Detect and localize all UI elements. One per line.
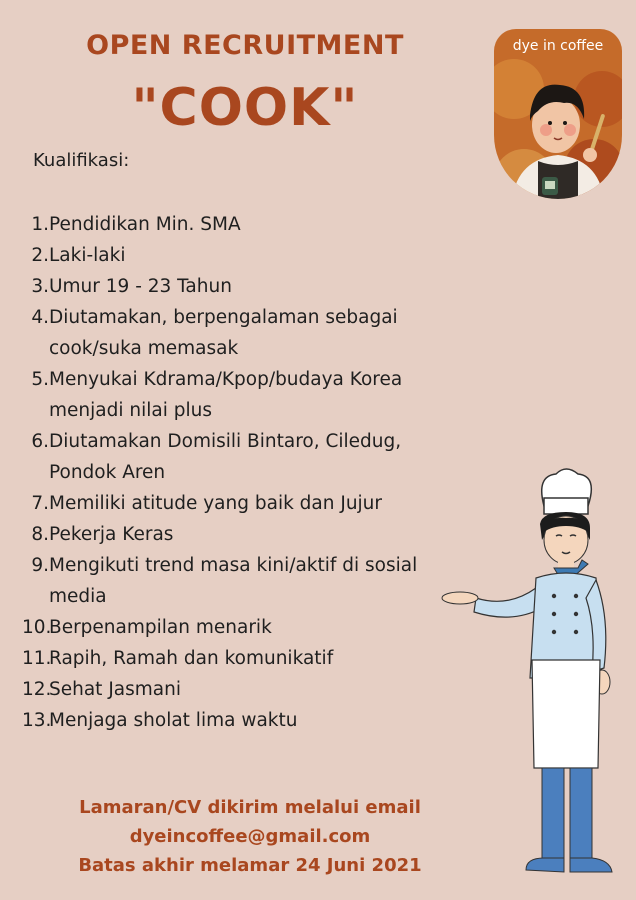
brand-logo: [494, 29, 622, 199]
application-instruction: Lamaran/CV dikirim melalui email: [79, 797, 421, 818]
application-deadline: Batas akhir melamar 24 Juni 2021: [78, 855, 422, 876]
item-number: 13.: [22, 710, 52, 731]
contact-email: dyeincoffee@gmail.com: [129, 826, 371, 847]
item-text: Diutamakan, berpengalaman sebagai cook/suka memasak: [49, 307, 398, 359]
list-item: [22, 209, 472, 240]
item-text: Pendidikan Min. SMA: [49, 214, 241, 235]
item-number: 3.: [31, 276, 49, 297]
application-info: [0, 793, 500, 880]
item-text: Sehat Jasmani: [49, 679, 181, 700]
item-number: 2.: [31, 245, 49, 266]
item-number: 10.: [22, 617, 52, 638]
list-item: [22, 612, 472, 643]
item-text: Menjaga sholat lima waktu: [49, 710, 298, 731]
list-item: [22, 364, 472, 426]
item-text: Laki-laki: [49, 245, 126, 266]
item-text: Umur 19 - 23 Tahun: [49, 276, 232, 297]
barista-illustration-icon: [494, 29, 622, 199]
item-number: 12.: [22, 679, 52, 700]
logo-text: dye in coffee: [512, 38, 604, 54]
qualifications-list: [22, 209, 472, 736]
qualifications-heading: Kualifikasi:: [33, 150, 130, 171]
list-item: [22, 519, 472, 550]
list-item: [22, 674, 472, 705]
item-text: Memiliki atitude yang baik dan Jujur: [49, 493, 383, 514]
item-number: 4.: [31, 307, 49, 328]
item-text: Rapih, Ramah dan komunikatif: [49, 648, 334, 669]
list-item: [22, 550, 472, 612]
list-item: [22, 643, 472, 674]
item-number: 6.: [31, 431, 49, 452]
item-number: 1.: [31, 214, 49, 235]
position-title: "COOK": [131, 78, 359, 138]
item-number: 8.: [31, 524, 49, 545]
list-item: [22, 488, 472, 519]
item-number: 7.: [31, 493, 49, 514]
item-text: Pekerja Keras: [49, 524, 174, 545]
item-text: Menyukai Kdrama/Kpop/budaya Korea menjadi nilai plus: [49, 369, 403, 421]
item-text: Berpenampilan menarik: [49, 617, 272, 638]
item-number: 9.: [31, 555, 49, 576]
item-number: 11.: [22, 648, 52, 669]
recruitment-title: OPEN RECRUITMENT: [86, 30, 404, 61]
list-item: [22, 426, 472, 488]
list-item: [22, 302, 472, 364]
list-item: [22, 271, 472, 302]
list-item: [22, 705, 472, 736]
item-number: 5.: [31, 369, 49, 390]
item-text: Diutamakan Domisili Bintaro, Ciledug, Pondok Aren: [49, 431, 402, 483]
item-text: Mengikuti trend masa kini/aktif di sosial media: [49, 555, 418, 607]
list-item: [22, 240, 472, 271]
